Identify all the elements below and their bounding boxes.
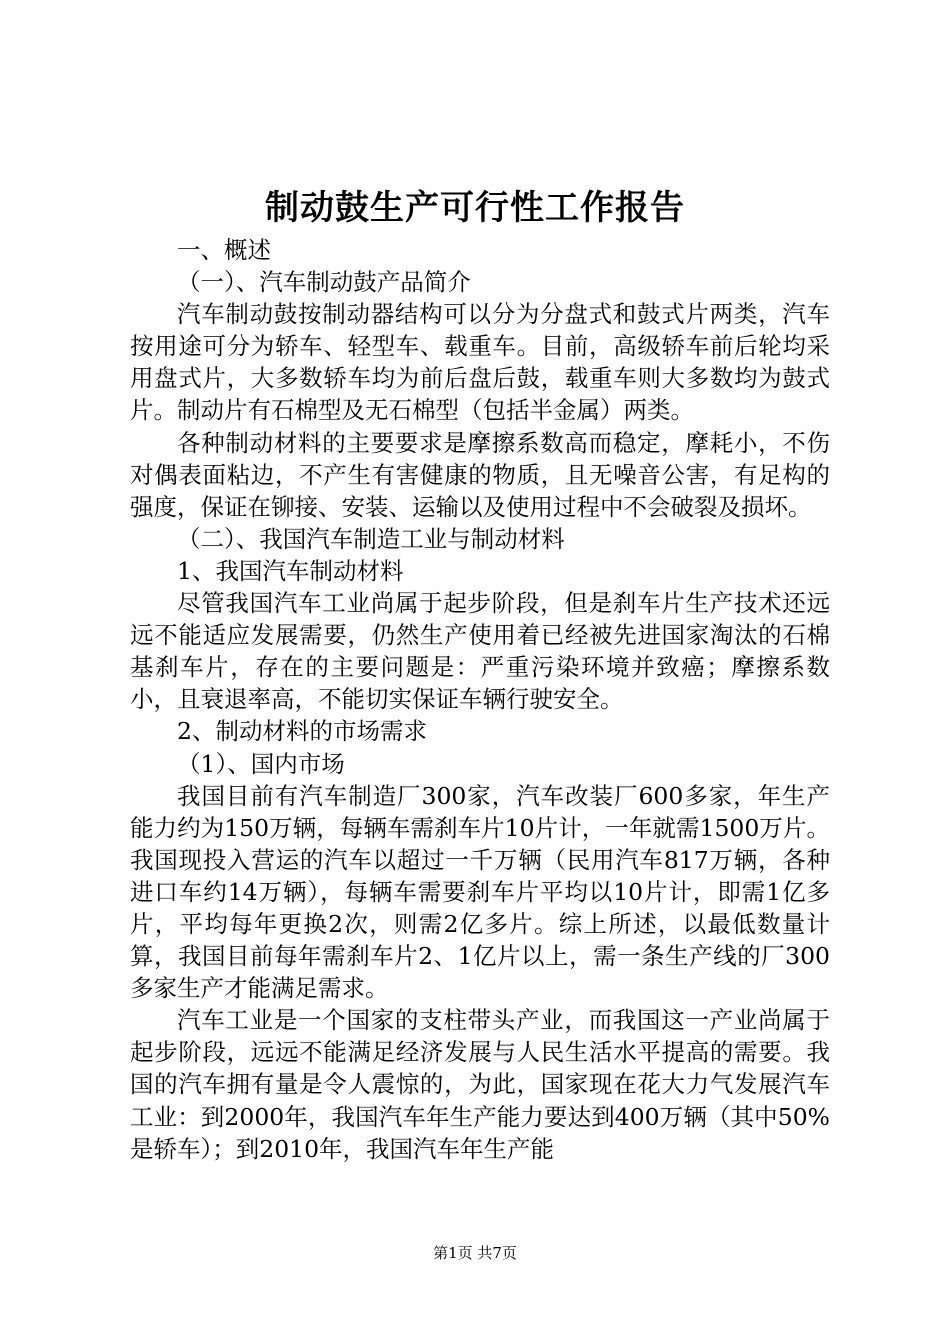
subheading-market-demand: 2、制动材料的市场需求	[177, 717, 427, 746]
paragraph: 各种制动材料的主要要求是摩擦系数高而稳定，摩耗小，不伤对偶表面粘边，不产生有害健康的物质，且无噪音公害，有足构的强度，保证在铆接、安装、运输以及使用过程中不会破裂及损坏。	[130, 428, 830, 521]
page-footer: 第1页 共7页	[433, 1244, 517, 1262]
document-title: 制动鼓生产可行性工作报告	[265, 188, 685, 228]
paragraph: 汽车工业是一个国家的支柱带头产业，而我国这一产业尚属于起步阶段，远远不能满足经济发展与人民生活水平提高的需要。我国的汽车拥有量是令人震惊的，为此，国家现在花大力气发展汽车工业：到2000年，我国汽车年生产能力要达到400万辆（其中50%是轿车）；到2010年，我国汽车年生产能	[130, 1006, 830, 1163]
subheading-industry-materials: （二）、我国汽车制造工业与制动材料	[177, 524, 565, 553]
subheading-domestic-market: （1）、国内市场	[177, 749, 345, 778]
subheading-brake-materials: 1、我国汽车制动材料	[177, 556, 404, 585]
paragraph: 尽管我国汽车工业尚属于起步阶段，但是刹车片生产技术还远远不能适应发展需要，仍然生产使用着已经被先进国家淘汰的石棉基刹车片，存在的主要问题是：严重污染环境并致癌；摩擦系数小，且衰退率高，不能切实保证车辆行驶安全。	[130, 589, 830, 714]
paragraph: 我国目前有汽车制造厂300家，汽车改装厂600多家，年生产能力约为150万辆，每辆车需刹车片10片计，一年就需1500万片。我国现投入营运的汽车以超过一千万辆（民用汽车817万辆，各种进口车约14万辆），每辆车需要刹车片平均以10片计，即需1亿多片，平均每年更换2次，则需2亿多片。综上所述，以最低数量计算，我国目前每年需刹车片2、1亿片以上，需一条生产线的厂300多家生产才能满足需求。	[130, 781, 830, 1003]
subheading-brake-drum-intro: （一）、汽车制动鼓产品简介	[177, 268, 471, 297]
paragraph: 汽车制动鼓按制动器结构可以分为分盘式和鼓式片两类，汽车按用途可分为轿车、轻型车、载重车。目前，高级轿车前后轮均采用盘式片，大多数轿车均为前后盘后鼓，载重车则大多数均为鼓式片。制动片有石棉型及无石棉型（包括半金属）两类。	[130, 300, 830, 425]
heading-overview: 一、概述	[177, 236, 271, 264]
document-body	[130, 234, 830, 1165]
